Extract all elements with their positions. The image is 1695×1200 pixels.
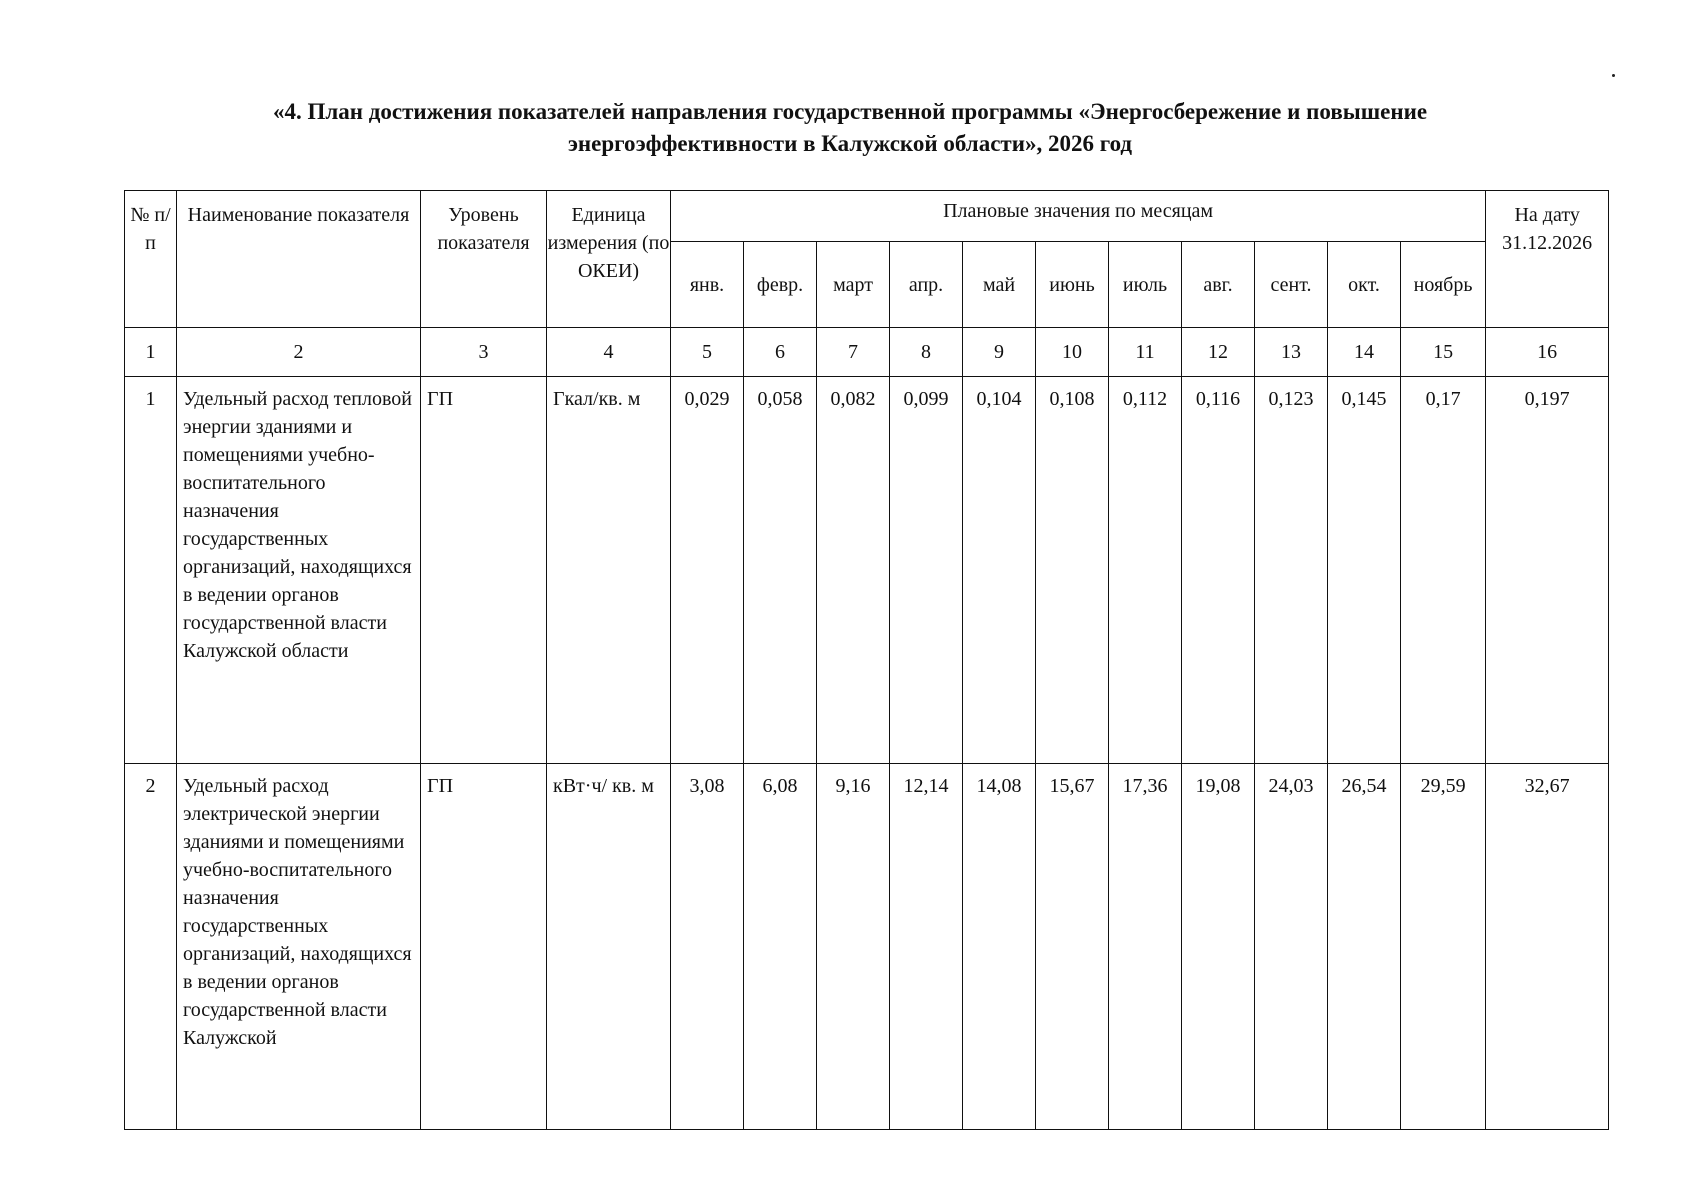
column-number: 2 (177, 328, 421, 377)
monthly-value: 12,14 (890, 764, 963, 1130)
column-number: 11 (1109, 328, 1182, 377)
header-month: янв. (671, 242, 744, 328)
monthly-value: 0,116 (1182, 377, 1255, 764)
indicator-level: ГП (421, 377, 547, 764)
monthly-value: 29,59 (1401, 764, 1486, 1130)
indicator-unit: кВт·ч/ кв. м (547, 764, 671, 1130)
header-row-top (125, 191, 1609, 242)
column-number: 4 (547, 328, 671, 377)
monthly-value: 17,36 (1109, 764, 1182, 1130)
monthly-value: 24,03 (1255, 764, 1328, 1130)
indicator-plan-table (124, 190, 1609, 1130)
monthly-value: 0,082 (817, 377, 890, 764)
column-number: 1 (125, 328, 177, 377)
column-number: 8 (890, 328, 963, 377)
monthly-value: 0,029 (671, 377, 744, 764)
monthly-value: 0,123 (1255, 377, 1328, 764)
table-row (125, 764, 1609, 1130)
header-unit: Единица измерения (по ОКЕИ) (547, 191, 671, 328)
scan-speck (1612, 74, 1615, 77)
column-number: 16 (1486, 328, 1609, 377)
column-number: 14 (1328, 328, 1401, 377)
monthly-value: 0,099 (890, 377, 963, 764)
row-number: 1 (125, 377, 177, 764)
monthly-value: 0,058 (744, 377, 817, 764)
header-month: июнь (1036, 242, 1109, 328)
table-row (125, 377, 1609, 764)
indicator-name: Удельный расход электрической энергии зданиями и помещениями учебно-воспитательного назначения государственных организаций, находящихся в ведении органов государственной власти Калужской (177, 764, 421, 1130)
monthly-value: 0,145 (1328, 377, 1401, 764)
column-number: 6 (744, 328, 817, 377)
column-number: 10 (1036, 328, 1109, 377)
header-num: № п/п (125, 191, 177, 328)
header-month: апр. (890, 242, 963, 328)
indicator-level: ГП (421, 764, 547, 1130)
page-title-line-1: «4. План достижения показателей направления государственной программы «Энергосбережение и повышение (272, 99, 1428, 124)
monthly-value: 3,08 (671, 764, 744, 1130)
header-level: Уровень показателя (421, 191, 547, 328)
column-number: 3 (421, 328, 547, 377)
column-number-row (125, 328, 1609, 377)
header-name: Наименование показателя (177, 191, 421, 328)
header-month: авг. (1182, 242, 1255, 328)
column-number: 5 (671, 328, 744, 377)
header-month: февр. (744, 242, 817, 328)
header-monthly-plan: Плановые значения по месяцам (671, 191, 1486, 242)
year-end-value: 32,67 (1486, 764, 1609, 1130)
monthly-value: 26,54 (1328, 764, 1401, 1130)
column-number: 13 (1255, 328, 1328, 377)
indicator-unit: Гкал/кв. м (547, 377, 671, 764)
column-number: 15 (1401, 328, 1486, 377)
header-month: март (817, 242, 890, 328)
page-title-line-2: энергоэффективности в Калужской области», 2026 год (567, 131, 1133, 156)
column-number: 7 (817, 328, 890, 377)
header-month: ноябрь (1401, 242, 1486, 328)
monthly-value: 14,08 (963, 764, 1036, 1130)
monthly-value: 15,67 (1036, 764, 1109, 1130)
monthly-value: 0,108 (1036, 377, 1109, 764)
monthly-value: 6,08 (744, 764, 817, 1130)
monthly-value: 9,16 (817, 764, 890, 1130)
column-number: 9 (963, 328, 1036, 377)
row-number: 2 (125, 764, 177, 1130)
monthly-value: 19,08 (1182, 764, 1255, 1130)
monthly-value: 0,104 (963, 377, 1036, 764)
header-final-date: На дату 31.12.2026 (1486, 191, 1609, 328)
monthly-value: 0,112 (1109, 377, 1182, 764)
year-end-value: 0,197 (1486, 377, 1609, 764)
page-title (150, 96, 1550, 160)
header-month: июль (1109, 242, 1182, 328)
monthly-value: 0,17 (1401, 377, 1486, 764)
indicator-name: Удельный расход тепловой энергии зданиями и помещениями учебно-воспитательного назначения государственных организаций, находящихся в ведении органов государственной власти Калужской области (177, 377, 421, 764)
header-month: сент. (1255, 242, 1328, 328)
column-number: 12 (1182, 328, 1255, 377)
header-month: май (963, 242, 1036, 328)
header-month: окт. (1328, 242, 1401, 328)
